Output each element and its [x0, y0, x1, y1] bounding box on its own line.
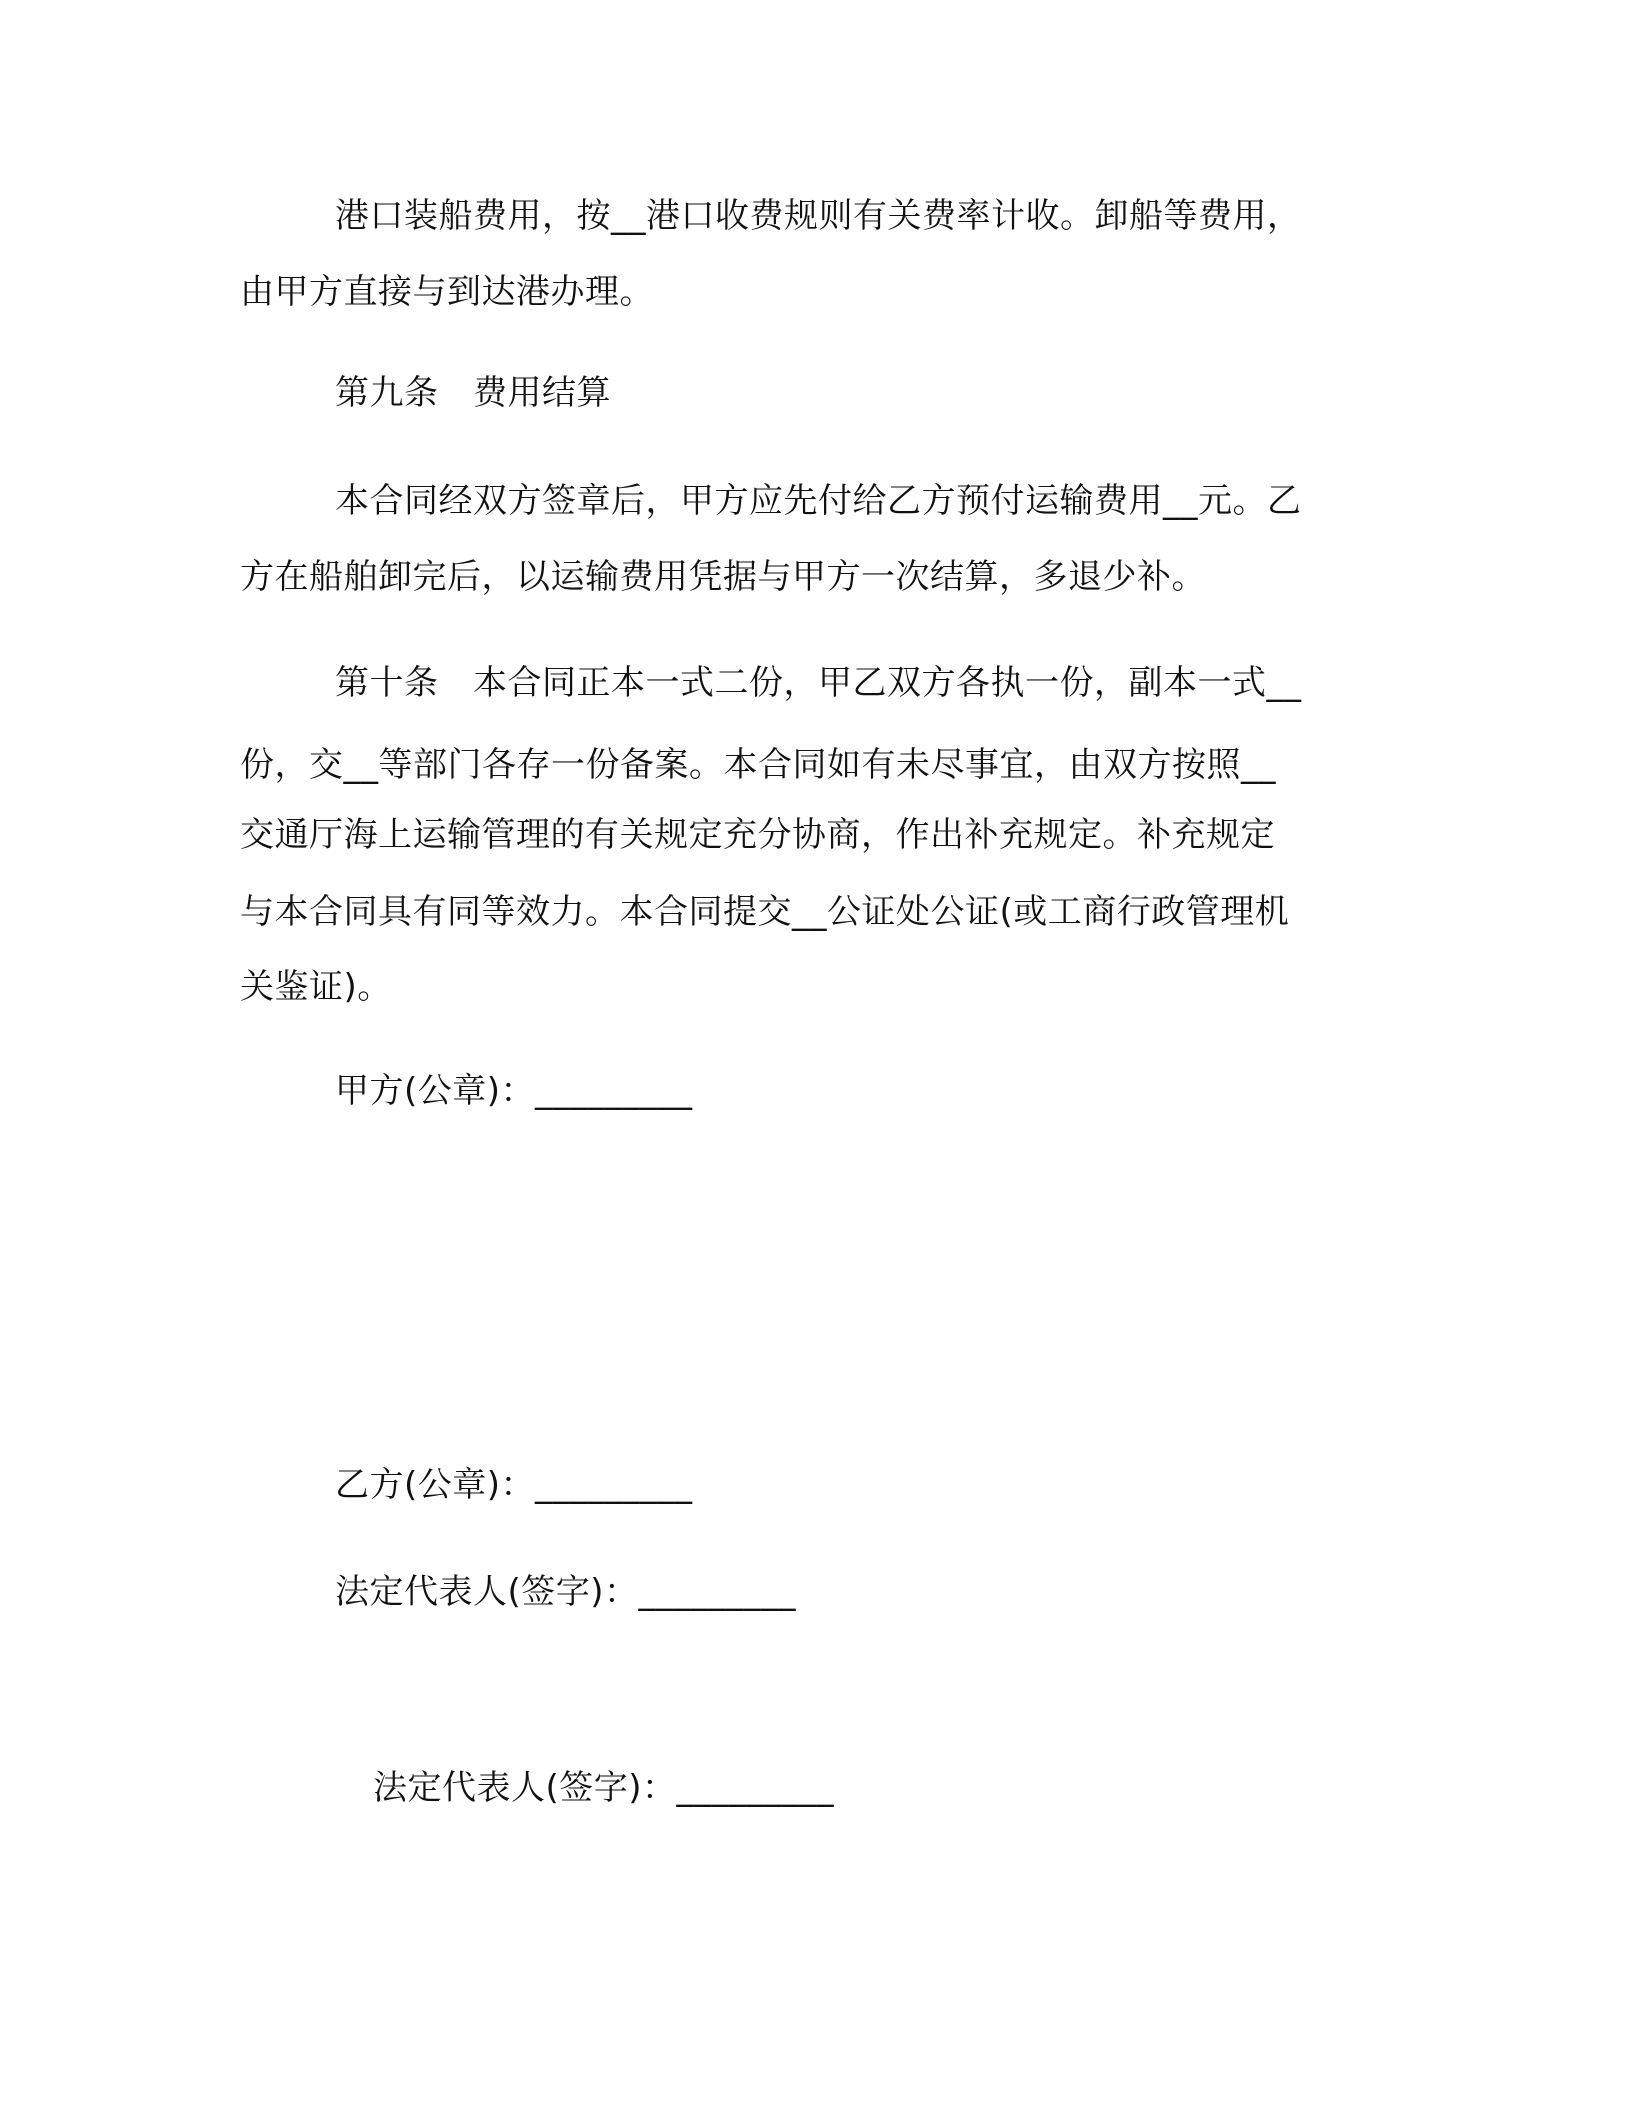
article-9-heading: 第九条 费用结算 [335, 373, 611, 413]
party-b-seal-line: 乙方(公章)：_________ [335, 1465, 693, 1505]
paragraph-settlement-line-1: 本合同经双方签章后，甲方应先付给乙方预付运输费用__元。乙 [335, 481, 1302, 521]
legal-representative-signature-line-2: 法定代表人(签字)：_________ [373, 1768, 835, 1808]
article-10-line-3: 交通厅海上运输管理的有关规定充分协商，作出补充规定。补充规定 [240, 815, 1275, 855]
paragraph-port-fees-line-2: 由甲方直接与到达港办理。 [240, 272, 654, 312]
article-10-line-1: 第十条 本合同正本一式二份，甲乙双方各执一份，副本一式__ [335, 663, 1302, 703]
legal-representative-signature-line-1: 法定代表人(签字)：_________ [335, 1572, 797, 1612]
article-10-line-2: 份，交__等部门各存一份备案。本合同如有未尽事宜，由双方按照__ [240, 745, 1276, 785]
paragraph-port-fees-line-1: 港口装船费用，按__港口收费规则有关费率计收。卸船等费用， [335, 196, 1302, 236]
paragraph-settlement-line-2: 方在船舶卸完后，以运输费用凭据与甲方一次结算，多退少补。 [240, 557, 1206, 597]
article-10-line-4: 与本合同具有同等效力。本合同提交__公证处公证(或工商行政管理机 [240, 892, 1290, 932]
party-a-seal-line: 甲方(公章)：_________ [335, 1071, 693, 1111]
article-10-line-5: 关鉴证)。 [240, 967, 392, 1007]
